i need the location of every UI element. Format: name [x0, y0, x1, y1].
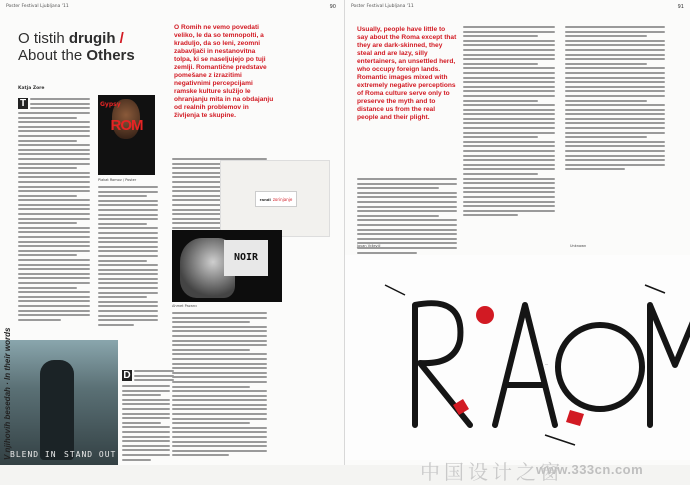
- watermark-chinese: 中国设计之窗: [420, 460, 564, 484]
- noir-sign-text: NOIR: [224, 240, 268, 276]
- drop-cap-2: D: [123, 370, 131, 381]
- stand-out-text: STAND OUT: [64, 450, 117, 459]
- blend-in-text: BLEND IN: [10, 450, 57, 459]
- body-text-column-1: [18, 112, 90, 323]
- poster-caption: Plakat Romov / Poster: [98, 178, 137, 182]
- body-text-english-2: [463, 26, 555, 219]
- body-text-column-2: [98, 186, 158, 328]
- artist-caption-right: Unknown: [570, 244, 587, 248]
- cards-image: [220, 160, 330, 237]
- article-title: [18, 30, 148, 64]
- poster-small-text: Gypsy: [100, 101, 121, 108]
- title-english: About the Others: [18, 47, 135, 64]
- body-text-column-4: [172, 312, 267, 459]
- body-text-column-1a: [30, 98, 90, 112]
- body-text-column-5: [122, 385, 170, 463]
- page-number-right: 91: [677, 4, 684, 10]
- pull-quote-slovene: O Romih ne vemo povedati veliko, le da so temnopolti, a kraduljo, da so leni, zeomni zabavljači in nestanovitna tolpa, ki se naseljujejo po tuji zemlji. Romantične predstave pomešane z izrazitimi negativnimi percepcijami ramske kulture služijo le ohranjanju mita in na obdajanju od realnih problemov in življenja te skupine.: [174, 24, 274, 119]
- raom-hidden-label: RAOM: [545, 365, 548, 366]
- watermark-url: www.333cn.com: [536, 462, 644, 477]
- raom-drawing: [345, 255, 690, 460]
- artist-caption-left: Jovan Vržević: [357, 244, 381, 248]
- pull-quote-english: Usually, people have little to say about the Roma except that they are dark-skinned, they steal and are lazy, silly entertainers, an unsettled herd, who occupy foreign lands. Romantic images mixed with extremely negative perceptions of Roma culture serve only to preserve the myth and to distance us from the real people and their plight.: [357, 26, 457, 121]
- page-number: 90: [329, 4, 336, 10]
- noir-photo: [172, 230, 282, 302]
- drop-cap: T: [19, 98, 27, 109]
- raom-illustration: [345, 255, 690, 460]
- running-head-right: Poster Festival Ljubljana '11: [351, 4, 414, 9]
- right-page: [345, 0, 690, 465]
- figure-silhouette: [40, 360, 74, 460]
- left-page: [0, 0, 345, 465]
- running-head: Poster Festival Ljubljana '11: [6, 4, 69, 9]
- author-name: Katja Zore: [18, 86, 45, 91]
- noir-caption: Ahmet Pazarcı: [172, 304, 197, 308]
- cards-stamp: randi zorinjanje: [255, 191, 297, 207]
- vertical-section-title: V njihovih besedah · In their words: [3, 327, 12, 460]
- gypsy-rom-poster-image: [98, 95, 155, 175]
- blend-in-stand-out-image: [0, 340, 118, 465]
- body-text-english-3: [565, 26, 665, 173]
- title-slovene: O tistih drugih /: [18, 30, 124, 47]
- poster-title-text: ROM: [110, 117, 143, 134]
- body-text-column-5a: [134, 370, 174, 384]
